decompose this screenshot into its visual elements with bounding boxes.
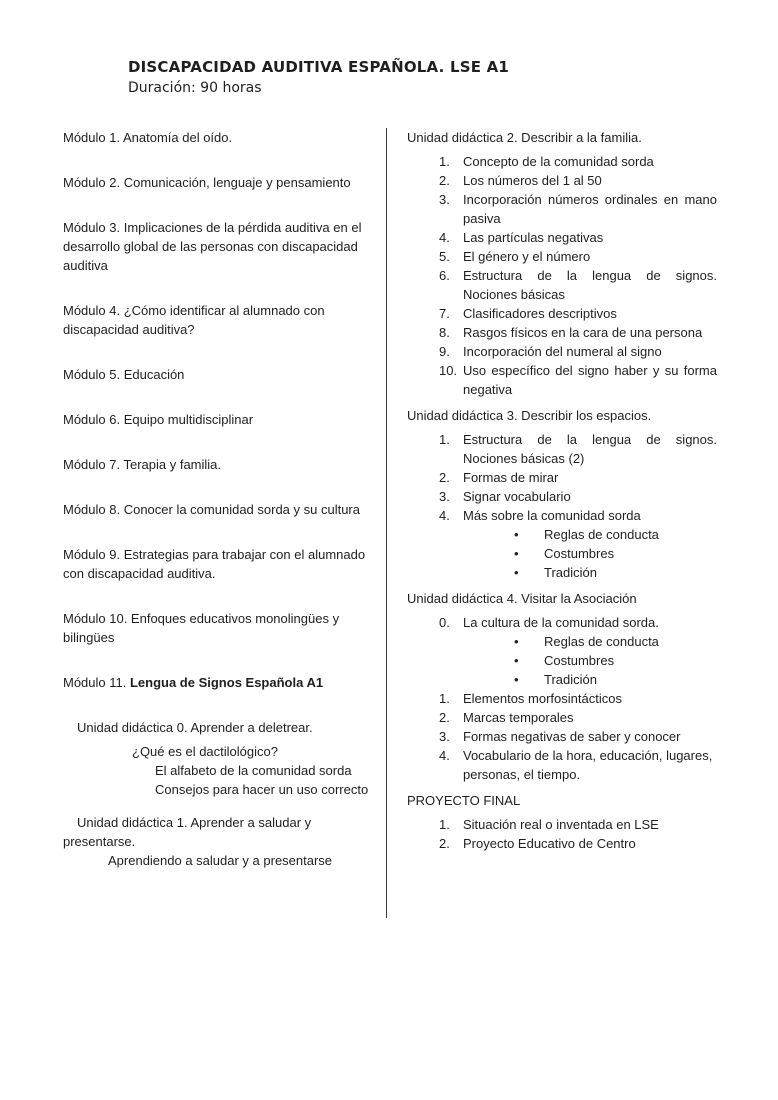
item-text: Situación real o inventada en LSE bbox=[463, 817, 659, 832]
bullet-text: Costumbres bbox=[544, 653, 615, 668]
module-7: Módulo 7. Terapia y familia. bbox=[63, 457, 222, 472]
unidad-0-question: ¿Qué es el dactilológico? bbox=[132, 744, 278, 759]
module-2: Módulo 2. Comunicación, lenguaje y pensamiento bbox=[63, 175, 351, 190]
list-item bbox=[439, 727, 717, 746]
list-item bbox=[439, 746, 717, 784]
item-text: Incorporación números ordinales en mano pasiva bbox=[463, 192, 717, 226]
course-duration: Duración: 90 horas bbox=[128, 80, 262, 96]
item-number: 10. bbox=[439, 363, 458, 378]
item-number: 1. bbox=[439, 432, 450, 447]
list-item bbox=[439, 689, 717, 708]
unidad-1-item: Aprendiendo a saludar y a presentarse bbox=[108, 853, 333, 868]
bullet-item bbox=[514, 632, 717, 651]
bullet-icon: • bbox=[514, 565, 519, 580]
item-number: 1. bbox=[439, 817, 450, 832]
list-item bbox=[439, 361, 717, 399]
list-item bbox=[439, 247, 717, 266]
list-item bbox=[439, 152, 717, 171]
unidad-0-block bbox=[63, 718, 379, 799]
list-item bbox=[439, 468, 717, 487]
bullet-icon: • bbox=[514, 527, 519, 542]
list-item bbox=[439, 613, 717, 632]
item-number: 1. bbox=[439, 154, 450, 169]
list-item bbox=[439, 430, 717, 468]
unidad-3-section bbox=[407, 406, 717, 582]
two-column-layout bbox=[0, 128, 778, 918]
bullet-item bbox=[514, 563, 717, 582]
item-number: 1. bbox=[439, 691, 450, 706]
proyecto-final-title: PROYECTO FINAL bbox=[407, 793, 521, 808]
bullet-text: Tradición bbox=[544, 565, 597, 580]
list-item bbox=[439, 342, 717, 361]
bullet-item bbox=[514, 651, 717, 670]
bullet-text: Costumbres bbox=[544, 546, 615, 561]
unidad-2-section bbox=[407, 128, 717, 399]
item-text: Elementos morfosintácticos bbox=[463, 691, 622, 706]
item-text: Signar vocabulario bbox=[463, 489, 571, 504]
item-number: 0. bbox=[439, 615, 450, 630]
list-item bbox=[439, 171, 717, 190]
bullet-item bbox=[514, 544, 717, 563]
item-text: Vocabulario de la hora, educación, lugares, personas, el tiempo. bbox=[463, 748, 713, 782]
module-3: Módulo 3. Implicaciones de la pérdida auditiva en el desarrollo global de las personas con discapacidad auditiva bbox=[63, 220, 362, 273]
item-number: 7. bbox=[439, 306, 450, 321]
item-text: Las partículas negativas bbox=[463, 230, 604, 245]
module-8: Módulo 8. Conocer la comunidad sorda y su cultura bbox=[63, 502, 360, 517]
item-number: 3. bbox=[439, 489, 450, 504]
item-text: Rasgos físicos en la cara de una persona bbox=[463, 325, 703, 340]
module-10: Módulo 10. Enfoques educativos monolingües y bilingües bbox=[63, 611, 340, 645]
list-item bbox=[439, 323, 717, 342]
proyecto-final-list bbox=[439, 815, 717, 853]
item-number: 9. bbox=[439, 344, 450, 359]
item-number: 2. bbox=[439, 710, 450, 725]
list-item bbox=[439, 228, 717, 247]
right-column bbox=[387, 128, 717, 918]
unidad-4-list bbox=[439, 613, 717, 784]
module-11-prefix: Módulo 11. bbox=[63, 675, 130, 690]
item-text: Uso específico del signo haber y su forma negativa bbox=[463, 363, 717, 397]
item-text: Los números del 1 al 50 bbox=[463, 173, 602, 188]
proyecto-final-section bbox=[407, 791, 717, 853]
unidad-0-item: El alfabeto de la comunidad sorda bbox=[155, 763, 352, 778]
item-text: El género y el número bbox=[463, 249, 591, 264]
document-header bbox=[0, 0, 778, 98]
bullet-item bbox=[514, 525, 717, 544]
left-column bbox=[63, 128, 379, 918]
unidad-0-title: Unidad didáctica 0. Aprender a deletrear. bbox=[77, 720, 313, 735]
item-text: Estructura de la lengua de signos. Nociones básicas bbox=[463, 268, 717, 302]
unidad-3-title: Unidad didáctica 3. Describir los espacios. bbox=[407, 408, 652, 423]
bullet-item bbox=[514, 670, 717, 689]
bullet-icon: • bbox=[514, 634, 519, 649]
list-item bbox=[439, 190, 717, 228]
item-text: La cultura de la comunidad sorda. bbox=[463, 615, 659, 630]
item-number: 4. bbox=[439, 508, 450, 523]
unidad-2-list bbox=[439, 152, 717, 399]
module-4: Módulo 4. ¿Cómo identificar al alumnado con discapacidad auditiva? bbox=[63, 303, 325, 337]
module-11-title: Lengua de Signos Española A1 bbox=[129, 675, 324, 690]
item-text: Marcas temporales bbox=[463, 710, 574, 725]
item-text: Clasificadores descriptivos bbox=[463, 306, 617, 321]
list-item bbox=[439, 304, 717, 323]
list-item bbox=[439, 834, 717, 853]
item-number: 2. bbox=[439, 173, 450, 188]
item-number: 3. bbox=[439, 729, 450, 744]
module-6: Módulo 6. Equipo multidisciplinar bbox=[63, 412, 254, 427]
unidad-3-list bbox=[439, 430, 717, 582]
item-number: 2. bbox=[439, 470, 450, 485]
item-text: Formas de mirar bbox=[463, 470, 559, 485]
bullet-icon: • bbox=[514, 672, 519, 687]
module-11 bbox=[63, 673, 379, 692]
bullet-text: Tradición bbox=[544, 672, 597, 687]
item-number: 5. bbox=[439, 249, 450, 264]
list-item bbox=[439, 487, 717, 506]
item-text: Proyecto Educativo de Centro bbox=[463, 836, 636, 851]
unidad-4-title: Unidad didáctica 4. Visitar la Asociación bbox=[407, 591, 637, 606]
bullet-text: Reglas de conducta bbox=[544, 527, 659, 542]
list-item bbox=[439, 266, 717, 304]
unidad-0-item: Consejos para hacer un uso correcto bbox=[155, 782, 369, 797]
module-5: Módulo 5. Educación bbox=[63, 367, 185, 382]
bullet-icon: • bbox=[514, 546, 519, 561]
unidad-1-title: Unidad didáctica 1. Aprender a saludar y presentarse. bbox=[63, 815, 312, 849]
module-1: Módulo 1. Anatomía del oído. bbox=[63, 130, 233, 145]
unidad-4-section bbox=[407, 589, 717, 784]
item-number: 2. bbox=[439, 836, 450, 851]
list-item bbox=[439, 815, 717, 834]
item-text: Estructura de la lengua de signos. Nociones básicas (2) bbox=[463, 432, 717, 466]
item-number: 8. bbox=[439, 325, 450, 340]
item-text: Incorporación del numeral al signo bbox=[463, 344, 662, 359]
course-title: DISCAPACIDAD AUDITIVA ESPAÑOLA. LSE A1 bbox=[128, 58, 510, 76]
unidad-2-title: Unidad didáctica 2. Describir a la familia. bbox=[407, 130, 642, 145]
unidad-1-block bbox=[63, 813, 379, 870]
item-text: Formas negativas de saber y conocer bbox=[463, 729, 681, 744]
item-number: 4. bbox=[439, 748, 450, 763]
list-item bbox=[439, 708, 717, 727]
item-number: 3. bbox=[439, 192, 450, 207]
item-number: 4. bbox=[439, 230, 450, 245]
list-item bbox=[439, 506, 717, 525]
item-number: 6. bbox=[439, 268, 450, 283]
bullet-icon: • bbox=[514, 653, 519, 668]
item-text: Más sobre la comunidad sorda bbox=[463, 508, 641, 523]
module-9: Módulo 9. Estrategias para trabajar con el alumnado con discapacidad auditiva. bbox=[63, 547, 366, 581]
bullet-text: Reglas de conducta bbox=[544, 634, 659, 649]
item-text: Concepto de la comunidad sorda bbox=[463, 154, 654, 169]
